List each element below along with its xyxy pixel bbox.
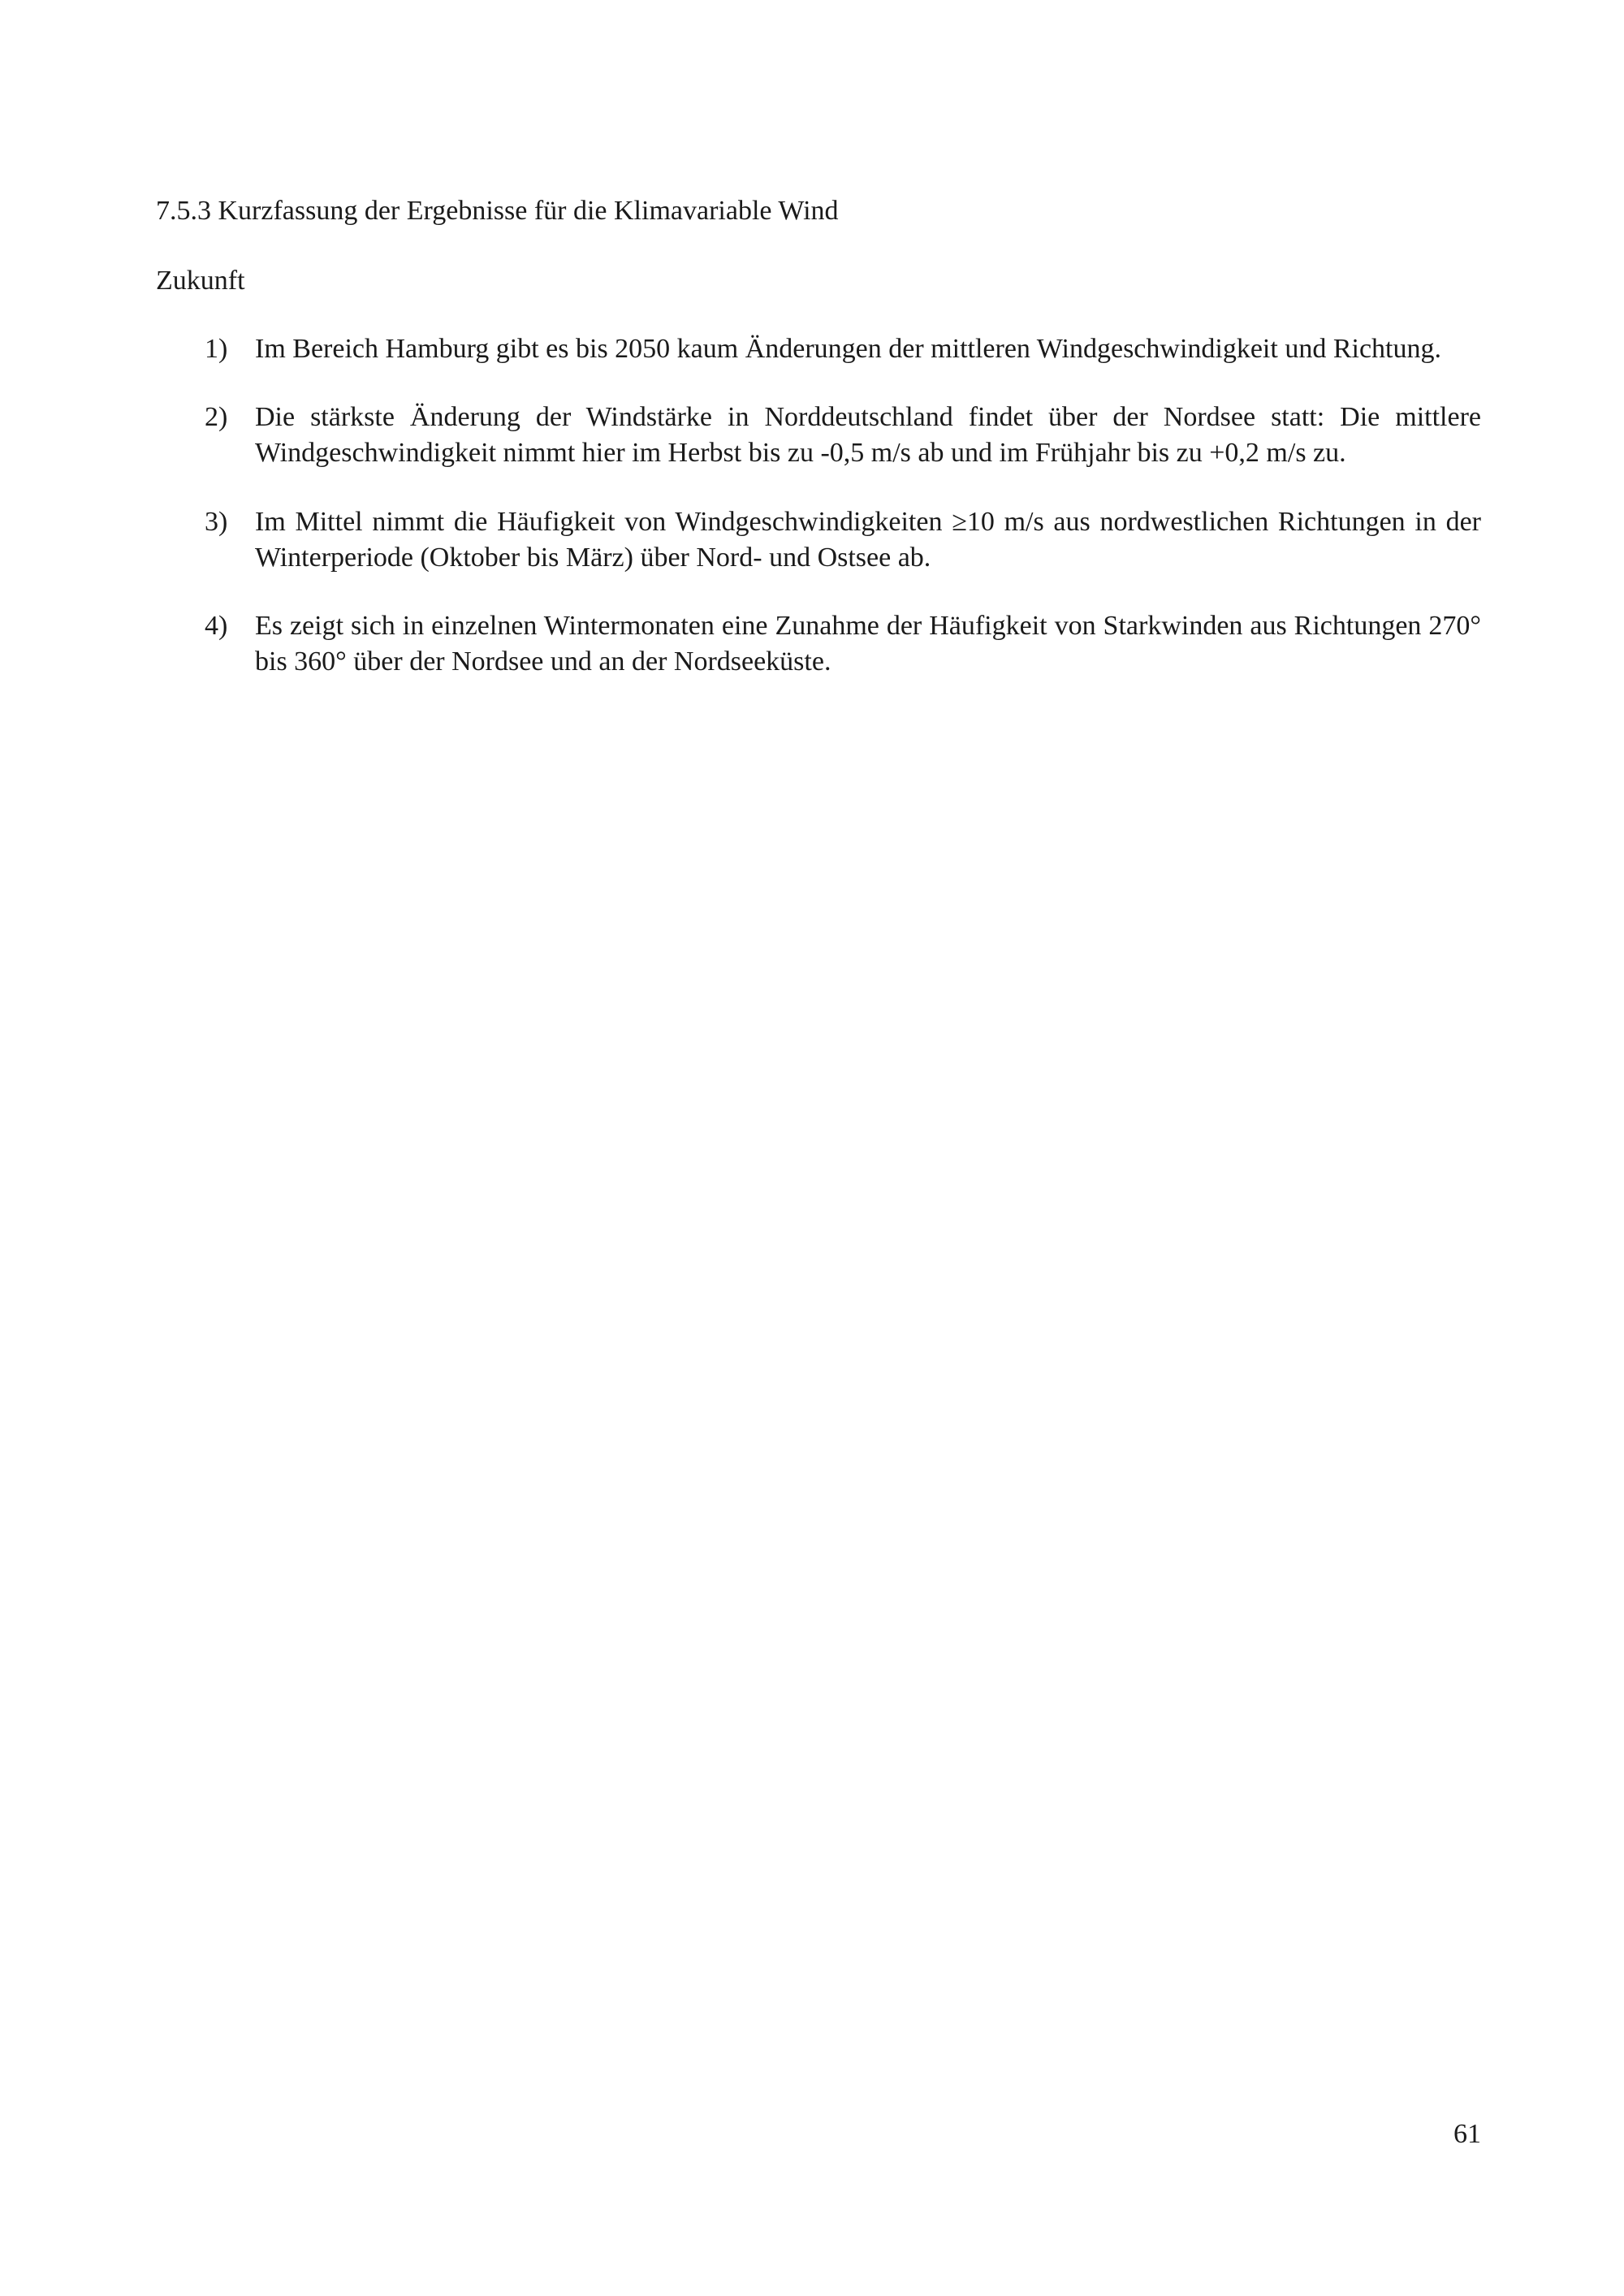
findings-list bbox=[156, 331, 1481, 712]
list-item bbox=[156, 331, 1481, 367]
page-number: 61 bbox=[1453, 2119, 1481, 2149]
list-item bbox=[156, 608, 1481, 680]
list-item bbox=[156, 504, 1481, 576]
list-item-text: Im Mittel nimmt die Häufigkeit von Windgeschwindigkeiten ≥10 m/s aus nordwestlichen Richtungen in der Winterperiode (Oktober bis März) über Nord- und Ostsee ab. bbox=[255, 506, 1481, 573]
list-item bbox=[156, 400, 1481, 471]
list-item-text: Die stärkste Änderung der Windstärke in Norddeutschland findet über der Nordsee statt: Die mittlere Windgeschwindigkeit nimmt hier im Herbst bis zu -0,5 m/s ab und im Frühjahr bis zu +0,2 m/s zu. bbox=[255, 402, 1481, 469]
list-item-text: Im Bereich Hamburg gibt es bis 2050 kaum Änderungen der mittleren Windgeschwindigkeit und Richtung. bbox=[255, 334, 1441, 364]
list-item-number: 4) bbox=[205, 610, 228, 641]
list-item-text: Es zeigt sich in einzelnen Wintermonaten eine Zunahme der Häufigkeit von Starkwinden aus Richtungen 270° bis 360° über der Nordsee und an der Nordseeküste. bbox=[255, 610, 1481, 677]
list-item-number: 3) bbox=[205, 506, 228, 537]
list-item-number: 1) bbox=[205, 334, 228, 364]
section-heading: 7.5.3 Kurzfassung der Ergebnisse für die Klimavariable Wind bbox=[156, 196, 839, 226]
subsection-heading: Zukunft bbox=[156, 266, 245, 296]
list-item-number: 2) bbox=[205, 402, 228, 433]
